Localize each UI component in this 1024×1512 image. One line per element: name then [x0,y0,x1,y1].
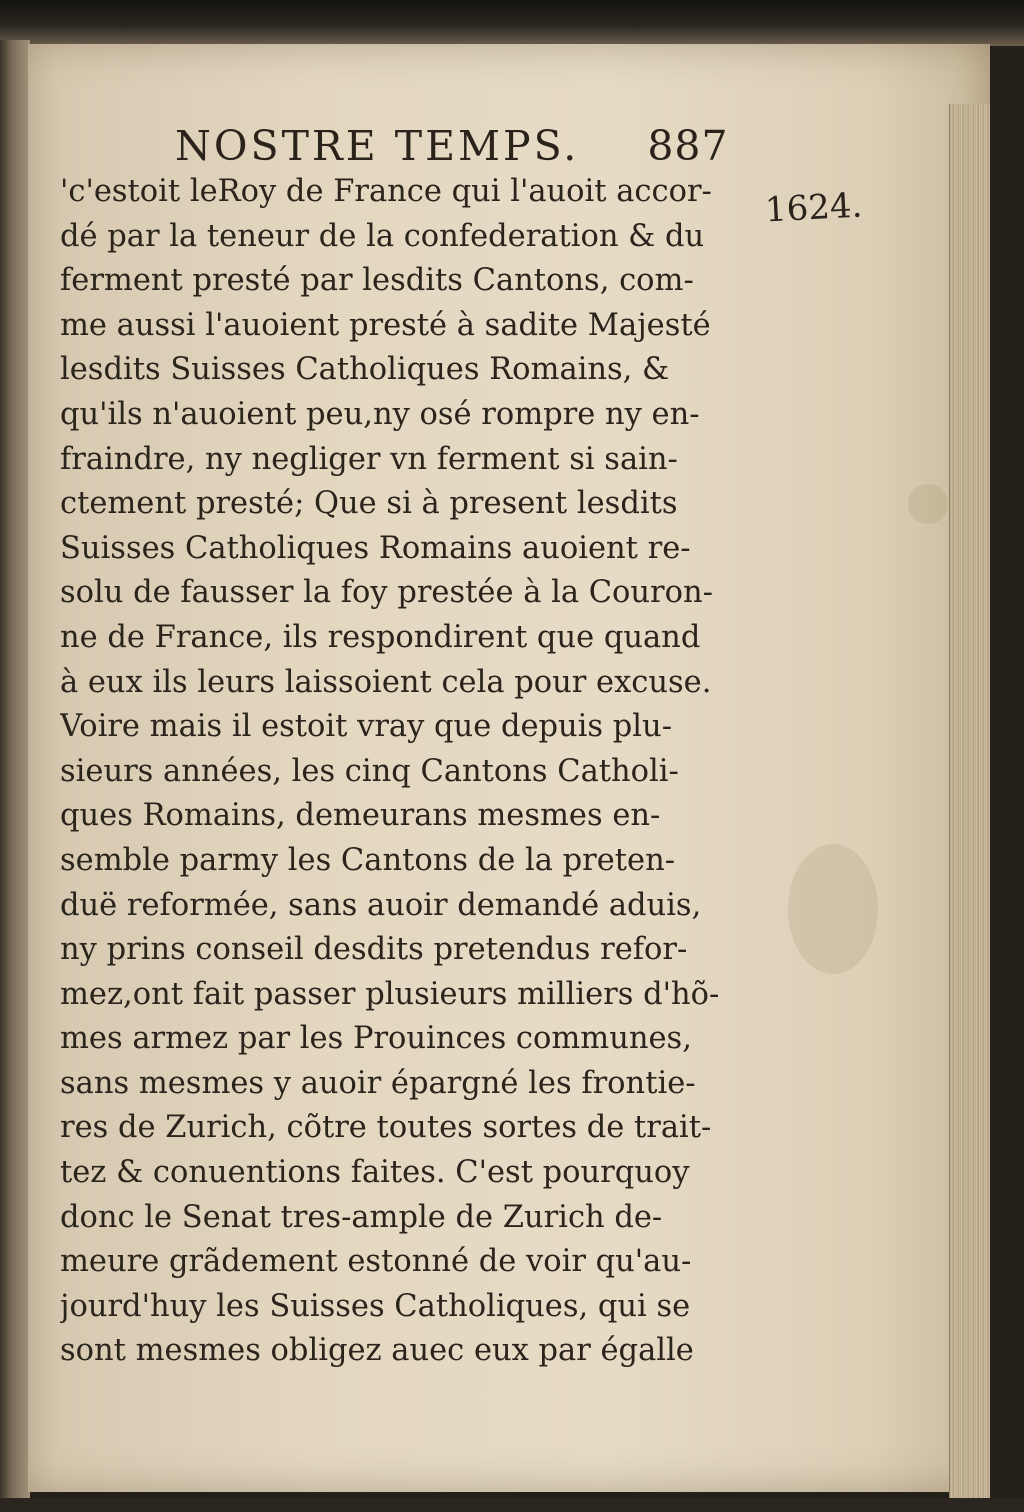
page-number: 887 [647,122,729,170]
text-line: meure grãdement estonné de voir qu'au- [60,1244,692,1280]
text-line: duë reformée, sans auoir demandé aduis, [60,887,702,923]
running-head [175,122,775,170]
body-text [60,170,780,1374]
fore-edge [949,104,990,1512]
text-line: mes armez par les Prouinces communes, [60,1021,692,1057]
text-line: res de Zurich, cõtre toutes sortes de trait- [60,1110,712,1146]
paper-stain [788,844,878,974]
text-line: qu'ils n'auoient peu,ny osé rompre ny en- [60,396,700,432]
text-line: ques Romains, demeurans mesmes en- [60,798,661,834]
text-line: mez,ont fait passer plusieurs milliers d'hõ- [60,976,720,1012]
text-line: ny prins conseil desdits pretendus refor- [60,932,688,968]
text-line: Voire mais il estoit vray que depuis plu- [60,709,673,745]
running-head-title: NOSTRE TEMPS. [175,122,580,170]
left-page-edge [0,40,30,1500]
top-page-edge [0,0,1024,46]
text-line: ctement presté; Que si à present lesdits [60,486,678,522]
text-line: sieurs années, les cinq Cantons Catholi- [60,753,679,789]
text-line: dé par la teneur de la confederation & du [60,218,705,254]
text-line: sans mesmes y auoir épargné les frontie- [60,1065,696,1101]
paper-stain [908,484,948,524]
text-line: ferment presté par lesdits Cantons, com- [60,263,694,299]
text-line: donc le Senat tres-ample de Zurich de- [60,1199,663,1235]
text-line: lesdits Suisses Catholiques Romains, & [60,352,670,388]
margin-year-note: 1624. [764,185,864,231]
text-line: sont mesmes obligez auec eux par égalle [60,1333,694,1369]
text-line: semble parmy les Cantons de la preten- [60,842,676,878]
text-line: tez & conuentions faites. C'est pourquoy [60,1155,690,1191]
bottom-page-edge [0,1498,1024,1512]
text-line: 'c'estoit leRoy de France qui l'auoit accor- [60,174,712,209]
text-line: ne de France, ils respondirent que quand [60,619,701,655]
text-line: à eux ils leurs laissoient cela pour excuse. [60,664,712,700]
text-line: Suisses Catholiques Romains auoient re- [60,530,691,566]
text-line: solu de fausser la foy prestée à la Couron- [60,575,713,611]
text-line: me aussi l'auoient presté à sadite Majesté [60,307,711,343]
text-line: fraindre, ny negliger vn ferment si sain- [60,441,678,477]
text-line: jourd'huy les Suisses Catholiques, qui se [60,1288,691,1324]
